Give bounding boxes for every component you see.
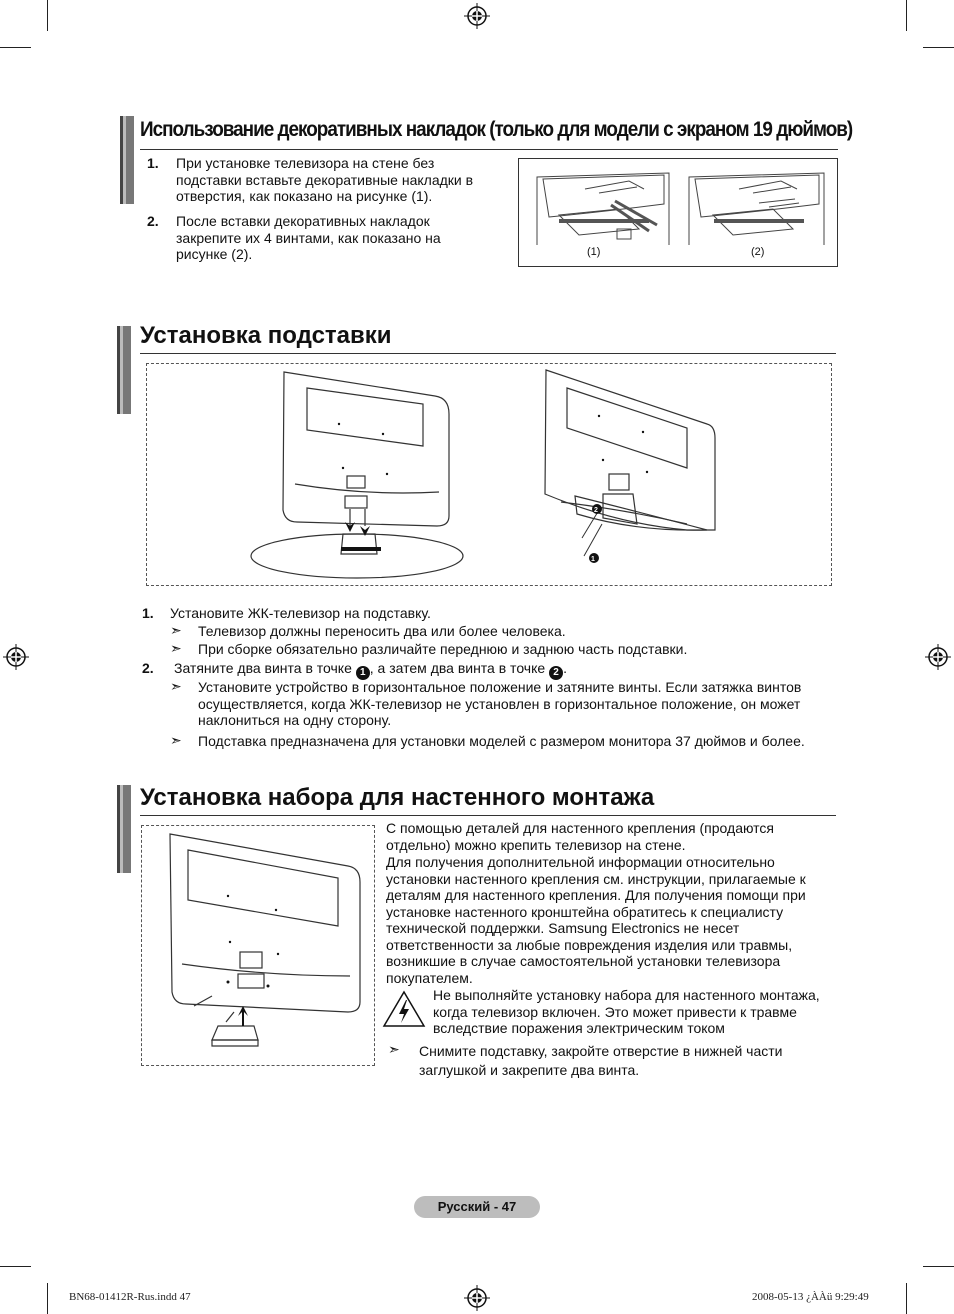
note-arrow-icon: ➣: [170, 640, 182, 656]
step-number: 1.: [147, 155, 159, 171]
section-bar: [117, 785, 131, 873]
crop-mark: [47, 1283, 48, 1314]
point-marker-1: 1: [356, 666, 370, 680]
crop-mark: [0, 1266, 31, 1267]
registration-mark-icon: [464, 3, 490, 29]
tv-corner-illustration: [519, 159, 837, 266]
step-number: 2.: [147, 213, 159, 229]
note-arrow-icon: ➣: [388, 1041, 400, 1057]
note-text: При сборке обязательно различайте переднюю и заднюю часть подставки.: [198, 641, 688, 657]
title-underline: [140, 815, 836, 816]
crop-mark: [923, 47, 954, 48]
crop-mark: [47, 0, 48, 31]
step-number: 1.: [142, 605, 154, 621]
section-title-wall: Установка набора для настенного монтажа: [140, 784, 655, 811]
wall-paragraph: Для получения дополнительной информации относительно установки настенного крепления см. инструкции, прилагаемые к деталям для настенного крепления. Для получения помощи при установке настенного кронштейна обратитесь к специалисту технической поддержки. Samsung Electronics не несет ответственности за любые повреждения изделия или травмы, возникшие в случае самостоятельной установки телевизора покупателем.: [386, 854, 806, 986]
figure-label: (2): [751, 246, 765, 258]
section-bar: [120, 116, 134, 204]
stand-figure: [146, 363, 832, 586]
note-text: Телевизор должны переносить два или более человека.: [198, 623, 566, 639]
page-number-badge: Русский - 47: [414, 1196, 540, 1218]
note-arrow-icon: ➣: [170, 622, 182, 638]
registration-mark-icon: [925, 644, 951, 670]
wall-mount-illustration: [142, 826, 374, 1065]
section-title-decor: Использование декоративных накладок (только для модели с экраном 19 дюймов): [140, 118, 853, 141]
registration-mark-icon: [3, 644, 29, 670]
point-marker-2: 2: [549, 666, 563, 680]
step-text-part: Затяните два винта в точке: [174, 660, 352, 676]
wall-paragraph: С помощью деталей для настенного крепления (продаются отдельно) можно крепить телевизор на стене.: [386, 820, 775, 853]
step-text: При установке телевизора на стене без подставки вставьте декоративные накладки в отверстия, как показано на рисунке (1).: [176, 155, 474, 204]
note-arrow-icon: ➣: [170, 678, 182, 694]
note-arrow-icon: ➣: [170, 732, 182, 748]
footer-file-name: BN68-01412R-Rus.indd 47: [69, 1291, 191, 1303]
crop-mark: [923, 1266, 954, 1267]
decor-figure: [518, 158, 838, 267]
section-bar: [117, 326, 131, 414]
registration-mark-icon: [464, 1285, 490, 1311]
note-text: Снимите подставку, закройте отверстие в нижней части заглушкой и закрепите два винта.: [419, 1043, 783, 1078]
wall-figure: [141, 825, 375, 1066]
footer-timestamp: 2008-05-13 ¿ÀÀü 9:29:49: [752, 1291, 869, 1303]
electric-shock-warning-icon: [382, 990, 426, 1028]
step-text: После вставки декоративных накладок закрепите их 4 винтами, как показано на рисунке (2).: [176, 213, 441, 262]
section-title-stand: Установка подставки: [140, 322, 392, 349]
warning-text: Не выполняйте установку набора для настенного монтажа, когда телевизор включен. Это может привести к травме вследствие поражения электрическим током: [433, 987, 820, 1036]
crop-mark: [906, 1283, 907, 1314]
tv-stand-illustration: [147, 364, 831, 585]
title-underline: [140, 353, 836, 354]
step-text-part: , а затем два винта в точке: [369, 660, 546, 676]
note-text: Подставка предназначена для установки моделей с размером монитора 37 дюймов и более.: [198, 733, 805, 749]
crop-mark: [0, 47, 31, 48]
step-text-part: .: [563, 660, 567, 676]
crop-mark: [906, 0, 907, 31]
note-text: Установите устройство в горизонтальное положение и затяните винты. Если затяжка винтов осуществляется, когда ЖК-телевизор не установлен в горизонтальное положение, он может наклониться на одну сторону.: [198, 679, 802, 728]
figure-label: (1): [587, 246, 601, 258]
step-text: Установите ЖК-телевизор на подставку.: [170, 605, 431, 621]
step-text: [174, 660, 567, 680]
svg-text:1: 1: [591, 556, 595, 563]
step-number: 2.: [142, 660, 154, 676]
title-underline: [140, 149, 838, 150]
svg-text:2: 2: [594, 507, 598, 514]
